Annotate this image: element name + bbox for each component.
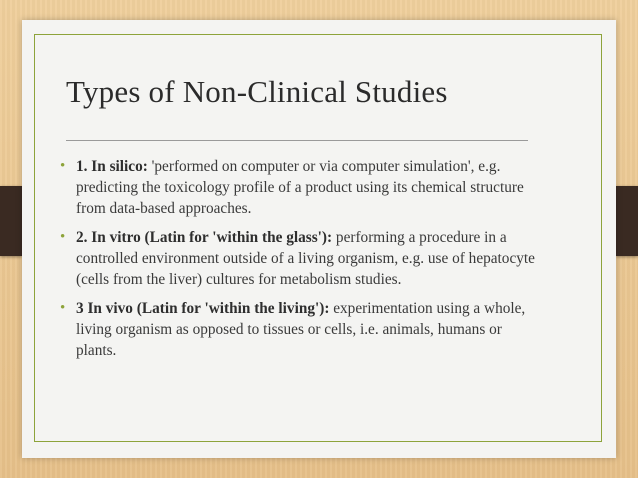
bullet-item-in-vitro	[60, 227, 546, 290]
left-tab-decoration	[0, 186, 22, 256]
bullet-icon: •	[60, 158, 66, 174]
bullet-text: experimentation using a whole, living organism as opposed to tissues or cells, i.e. animals, humans or plants.	[76, 300, 526, 359]
bullet-lead: 1. In silico:	[76, 158, 148, 175]
title-divider	[66, 140, 528, 141]
bullet-item-in-vivo	[60, 298, 546, 361]
bullet-list	[60, 156, 546, 369]
bullet-text: performing a procedure in a controlled environment outside of a living organism, e.g. use of hepatocyte (cells from the liver) cultures for metabolism studies.	[76, 229, 535, 288]
bullet-text: 'performed on computer or via computer simulation', e.g. predicting the toxicology profile of a product using its chemical structure from data-based approaches.	[76, 158, 524, 217]
slide-title: Types of Non-Clinical Studies	[66, 74, 448, 109]
bullet-item-in-silico	[60, 156, 546, 219]
bullet-lead: 3 In vivo (Latin for 'within the living'):	[76, 300, 330, 317]
right-tab-decoration	[616, 186, 638, 256]
bullet-lead: 2. In vitro (Latin for 'within the glass'):	[76, 229, 333, 246]
bullet-icon: •	[60, 229, 66, 245]
bullet-icon: •	[60, 300, 66, 316]
